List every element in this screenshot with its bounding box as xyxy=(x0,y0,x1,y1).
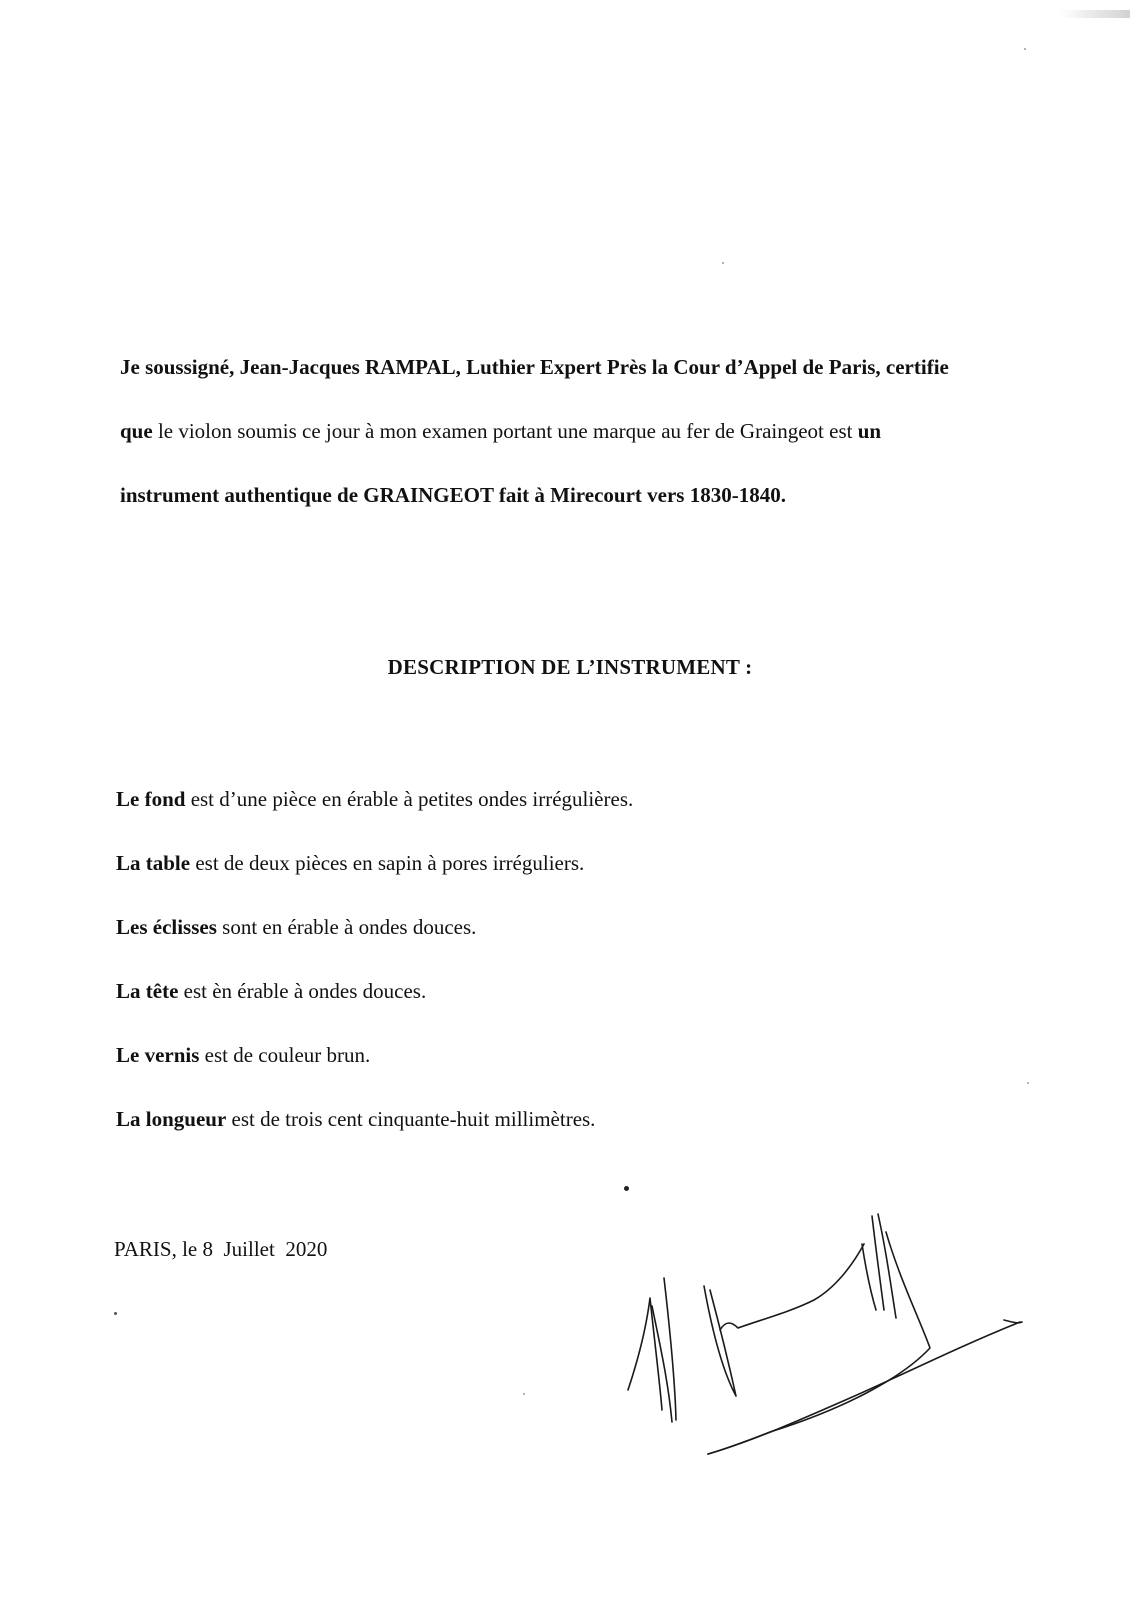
paper-speck xyxy=(523,1393,525,1395)
signature-stroke xyxy=(878,1214,896,1318)
description-item xyxy=(116,975,916,1039)
signature-stroke xyxy=(862,1244,876,1310)
intro-line-2 xyxy=(120,399,1020,463)
signature-stroke xyxy=(708,1232,930,1454)
description-text: est de trois cent cinquante-huit millimètres. xyxy=(226,1107,596,1131)
paper-speck xyxy=(1027,1082,1029,1084)
signature-stroke xyxy=(628,1298,662,1410)
description-heading xyxy=(0,655,1130,680)
paper-speck xyxy=(722,262,724,264)
intro-text: instrument authentique de GRAINGEOT fait à Mirecourt vers 1830-1840. xyxy=(120,483,786,507)
intro-line-1 xyxy=(120,335,1020,399)
description-item xyxy=(116,1039,916,1103)
instrument-description-list xyxy=(116,783,916,1167)
intro-text: un xyxy=(857,419,882,443)
signature-stroke xyxy=(1004,1320,1022,1323)
signature-stroke xyxy=(704,1286,736,1396)
description-term: Les éclisses xyxy=(116,915,217,939)
description-term: Le vernis xyxy=(116,1043,200,1067)
description-item xyxy=(116,847,916,911)
scan-edge-shadow xyxy=(1060,10,1130,18)
intro-text: Je soussigné, Jean-Jacques RAMPAL, Luthier Expert Près la Cour d’Appel de Paris, certifie xyxy=(120,355,949,379)
description-term: La table xyxy=(116,851,191,875)
signature-stroke xyxy=(872,1216,884,1310)
description-item xyxy=(116,783,916,847)
certification-statement xyxy=(120,335,1020,527)
description-text: est de couleur brun. xyxy=(199,1043,371,1067)
description-item xyxy=(116,1103,916,1167)
intro-line-3 xyxy=(120,463,1020,527)
intro-text: que xyxy=(120,419,153,443)
description-text: sont en érable à ondes douces. xyxy=(216,915,477,939)
description-term: Le fond xyxy=(116,787,186,811)
description-term: La longueur xyxy=(116,1107,227,1131)
description-item xyxy=(116,911,916,975)
signature-stroke xyxy=(664,1278,676,1420)
handwritten-signature xyxy=(600,1170,1040,1500)
intro-text: le violon soumis ce jour à mon examen portant une marque au fer de Graingeot est xyxy=(152,419,858,443)
description-term: La tête xyxy=(116,979,179,1003)
place-and-date: PARIS, le 8 Juillet 2020 xyxy=(114,1237,328,1261)
paper-speck xyxy=(1024,48,1026,50)
description-text: est èn érable à ondes douces. xyxy=(178,979,427,1003)
signature-stroke xyxy=(708,1322,1020,1454)
description-heading-text: DESCRIPTION DE L’INSTRUMENT : xyxy=(387,655,753,679)
description-text: est d’une pièce en érable à petites ondes irrégulières. xyxy=(185,787,634,811)
description-text: est de deux pièces en sapin à pores irréguliers. xyxy=(190,851,585,875)
paper-speck xyxy=(114,1312,117,1315)
signature-stroke xyxy=(720,1244,864,1330)
